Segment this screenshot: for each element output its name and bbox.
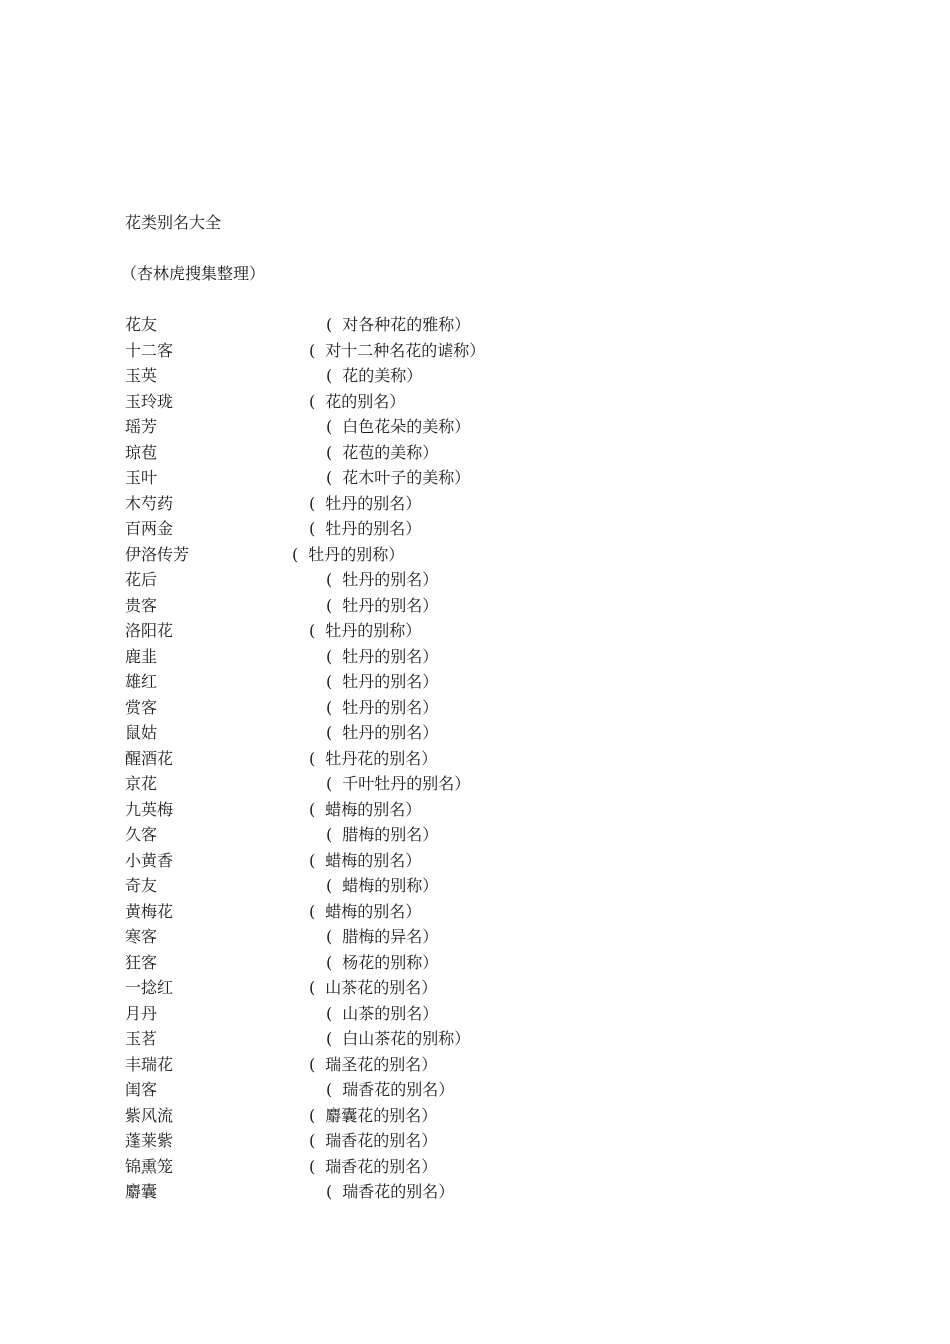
alias-description	[326, 824, 438, 846]
alias-description-text: 瑞香花的别名）	[325, 1156, 438, 1176]
list-item	[0, 1156, 950, 1182]
alias-name: 小黄香	[125, 850, 174, 870]
alias-name: 麝囊	[125, 1182, 158, 1201]
alias-description	[309, 850, 421, 872]
list-item	[0, 773, 950, 799]
alias-description-text: 腊梅的异名）	[342, 927, 439, 946]
open-paren: (	[309, 493, 316, 513]
alias-description-text: 麝囊花的别名）	[325, 1105, 438, 1125]
open-paren: (	[326, 876, 333, 895]
alias-description-text: 杨花的别称）	[342, 952, 439, 972]
alias-name: 久客	[125, 825, 158, 844]
alias-name: 花后	[125, 570, 158, 589]
open-paren: (	[309, 621, 316, 640]
open-paren: (	[309, 1131, 316, 1150]
open-paren: (	[326, 417, 333, 436]
alias-name: 锦熏笼	[125, 1156, 174, 1176]
open-paren: (	[292, 544, 299, 564]
alias-description	[326, 1079, 454, 1101]
alias-description	[326, 926, 438, 948]
list-item	[0, 442, 950, 468]
list-item	[0, 901, 950, 927]
alias-description	[326, 467, 470, 489]
list-item	[0, 544, 950, 570]
alias-name: 寒客	[125, 927, 158, 946]
alias-name: 木芍药	[125, 493, 174, 513]
open-paren: (	[326, 774, 333, 793]
alias-description	[326, 1181, 454, 1203]
alias-name: 黄梅花	[125, 901, 174, 921]
alias-description	[309, 620, 421, 642]
alias-description-text: 山茶花的别名）	[325, 978, 438, 997]
alias-name: 醒酒花	[125, 748, 174, 768]
alias-description	[326, 952, 438, 974]
open-paren: (	[326, 468, 333, 487]
open-paren: (	[309, 391, 316, 411]
alias-list	[0, 314, 950, 1207]
open-paren: (	[309, 748, 316, 768]
list-item	[0, 595, 950, 621]
list-item	[0, 340, 950, 366]
open-paren: (	[326, 1029, 333, 1048]
alias-description-text: 花的美称）	[342, 366, 423, 385]
list-item	[0, 1105, 950, 1131]
alias-name: 丰瑞花	[125, 1054, 174, 1074]
alias-name: 九英梅	[125, 799, 174, 819]
list-item	[0, 1003, 950, 1029]
alias-description-text: 蜡梅的别名）	[325, 901, 422, 921]
alias-description-text: 牡丹的别名）	[342, 723, 439, 742]
alias-description-text: 牡丹的别名）	[325, 493, 422, 513]
alias-name: 瑶芳	[125, 417, 158, 436]
open-paren: (	[326, 927, 333, 946]
alias-name: 京花	[125, 774, 158, 793]
list-item	[0, 799, 950, 825]
list-item	[0, 671, 950, 697]
list-item	[0, 748, 950, 774]
alias-name: 伊洛传芳	[125, 544, 190, 564]
alias-description-text: 白山茶花的别称）	[342, 1029, 471, 1048]
alias-description-text: 牡丹的别名）	[342, 570, 439, 589]
alias-description	[292, 544, 404, 566]
alias-name: 玉玲珑	[125, 391, 174, 411]
list-item	[0, 416, 950, 442]
alias-name: 玉英	[125, 366, 158, 385]
alias-description-text: 山茶的别名）	[342, 1003, 439, 1023]
alias-description	[326, 314, 470, 336]
alias-name: 玉茗	[125, 1029, 158, 1048]
alias-description	[309, 799, 421, 821]
open-paren: (	[326, 315, 333, 334]
alias-description	[326, 646, 438, 668]
alias-description-text: 瑞圣花的别名）	[325, 1054, 438, 1074]
alias-description-text: 瑞香花的别名）	[325, 1131, 438, 1150]
open-paren: (	[309, 1105, 316, 1125]
alias-name: 雄红	[125, 672, 158, 691]
alias-description-text: 牡丹的别名）	[342, 697, 439, 717]
list-item	[0, 365, 950, 391]
alias-description	[309, 391, 405, 413]
list-item	[0, 875, 950, 901]
list-item	[0, 646, 950, 672]
open-paren: (	[326, 825, 333, 844]
alias-description	[326, 875, 438, 897]
alias-description-text: 对各种花的雅称）	[342, 315, 471, 334]
open-paren: (	[309, 1054, 316, 1074]
alias-description	[326, 722, 438, 744]
alias-description-text: 牡丹的别称）	[325, 621, 422, 640]
alias-description-text: 牡丹的别名）	[342, 595, 439, 615]
alias-description-text: 牡丹的别称）	[308, 544, 405, 564]
alias-description-text: 腊梅的别名）	[342, 825, 439, 844]
alias-description-text: 对十二种名花的谑称）	[325, 340, 486, 360]
alias-description-text: 花的别名）	[325, 391, 406, 411]
alias-description	[326, 416, 470, 438]
alias-description	[326, 671, 438, 693]
alias-description	[326, 442, 438, 464]
alias-name: 百两金	[125, 519, 174, 538]
alias-name: 鹿韭	[125, 646, 158, 666]
open-paren: (	[326, 366, 333, 385]
alias-description	[309, 1130, 437, 1152]
list-item	[0, 391, 950, 417]
open-paren: (	[326, 442, 333, 462]
alias-description-text: 牡丹的别名）	[342, 646, 439, 666]
alias-description	[309, 1156, 437, 1178]
alias-description-text: 瑞香花的别名）	[342, 1182, 455, 1201]
alias-name: 花友	[125, 315, 158, 334]
alias-description	[326, 1003, 438, 1025]
open-paren: (	[309, 519, 316, 538]
alias-description-text: 蜡梅的别称）	[342, 876, 439, 895]
alias-description	[326, 773, 470, 795]
alias-description	[326, 697, 438, 719]
alias-name: 十二客	[125, 340, 174, 360]
list-item	[0, 314, 950, 340]
open-paren: (	[326, 697, 333, 717]
document-title: 花类别名大全	[125, 213, 222, 232]
open-paren: (	[309, 978, 316, 997]
list-item	[0, 824, 950, 850]
list-item	[0, 493, 950, 519]
alias-name: 蓬莱紫	[125, 1131, 174, 1150]
alias-name: 一捻红	[125, 978, 174, 997]
open-paren: (	[326, 1182, 333, 1201]
open-paren: (	[309, 799, 316, 819]
open-paren: (	[309, 901, 316, 921]
alias-description	[309, 1054, 437, 1076]
list-item	[0, 1028, 950, 1054]
alias-description-text: 牡丹花的别名）	[325, 748, 438, 768]
open-paren: (	[326, 952, 333, 972]
open-paren: (	[326, 1003, 333, 1023]
alias-description	[309, 493, 421, 515]
open-paren: (	[309, 340, 316, 360]
alias-name: 鼠姑	[125, 723, 158, 742]
alias-name: 玉叶	[125, 468, 158, 487]
list-item	[0, 467, 950, 493]
list-item	[0, 977, 950, 1003]
alias-description-text: 千叶牡丹的别名）	[342, 774, 471, 793]
alias-name: 奇友	[125, 876, 158, 895]
alias-name: 赏客	[125, 697, 158, 717]
open-paren: (	[326, 672, 333, 691]
alias-description-text: 牡丹的别名）	[342, 672, 439, 691]
alias-name: 贵客	[125, 595, 158, 615]
list-item	[0, 952, 950, 978]
alias-description	[326, 569, 438, 591]
alias-name: 闺客	[125, 1080, 158, 1099]
list-item	[0, 1079, 950, 1105]
alias-description-text: 花木叶子的美称）	[342, 468, 471, 487]
list-item	[0, 722, 950, 748]
list-item	[0, 1130, 950, 1156]
open-paren: (	[326, 595, 333, 615]
open-paren: (	[309, 1156, 316, 1176]
alias-name: 狂客	[125, 952, 158, 972]
list-item	[0, 518, 950, 544]
alias-description-text: 花苞的美称）	[342, 442, 439, 462]
alias-description	[326, 1028, 470, 1050]
alias-description	[309, 748, 437, 770]
alias-description-text: 瑞香花的别名）	[342, 1080, 455, 1099]
alias-description	[309, 340, 485, 362]
open-paren: (	[326, 570, 333, 589]
alias-description	[326, 365, 422, 387]
alias-description-text: 白色花朵的美称）	[342, 417, 471, 436]
open-paren: (	[326, 1080, 333, 1099]
alias-description	[326, 595, 438, 617]
list-item	[0, 620, 950, 646]
list-item	[0, 1054, 950, 1080]
alias-name: 紫风流	[125, 1105, 174, 1125]
list-item	[0, 1181, 950, 1207]
list-item	[0, 850, 950, 876]
list-item	[0, 926, 950, 952]
alias-name: 月丹	[125, 1003, 158, 1023]
open-paren: (	[309, 850, 316, 870]
alias-description-text: 蜡梅的别名）	[325, 850, 422, 870]
alias-description	[309, 901, 421, 923]
alias-name: 琼苞	[125, 442, 158, 462]
alias-description	[309, 977, 437, 999]
alias-description	[309, 518, 421, 540]
alias-description-text: 牡丹的别名）	[325, 519, 422, 538]
list-item	[0, 697, 950, 723]
document-subtitle: （杏林虎搜集整理）	[121, 264, 266, 283]
alias-description-text: 蜡梅的别名）	[325, 799, 422, 819]
alias-description	[309, 1105, 437, 1127]
list-item	[0, 569, 950, 595]
alias-name: 洛阳花	[125, 621, 174, 640]
open-paren: (	[326, 723, 333, 742]
open-paren: (	[326, 646, 333, 666]
